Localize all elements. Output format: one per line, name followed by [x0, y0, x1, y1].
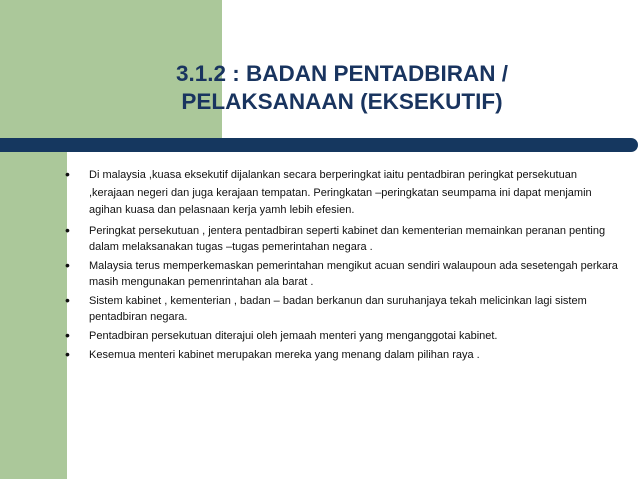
bullet-item: • Pentadbiran persekutuan diterajui oleh jemaah menteri yang menganggotai kabinet. — [60, 328, 620, 344]
bullet-item: • Malaysia terus memperkemaskan pemerintahan mengikut acuan sendiri walaupoun ada sesetengah perkara masih mengunakan pemenrintahan ala barat . — [60, 258, 620, 290]
bullet-item: • Di malaysia ,kuasa eksekutif dijalankan secara berperingkat iaitu pentadbiran peringkat persekutuan ,kerajaan negeri dan juga kerajaan tempatan. Peringkatan –peringkatan seumpama ini dapat menjamin agihan kuasa dan pelasnaan kerja yamh lebih efesien. — [60, 167, 620, 220]
bullet-list — [60, 167, 620, 363]
bullet-item: • Sistem kabinet , kementerian , badan – badan berkanun dan suruhanjaya tekah melicinkan lagi sistem pentadbiran negara. — [60, 293, 620, 325]
left-decor-strip — [0, 0, 67, 479]
bullet-item: • Peringkat persekutuan , jentera pentadbiran seperti kabinet dan kementerian memainkan peranan penting dalam melaksanakan tugas –tugas pemerintahan negara . — [60, 223, 620, 255]
title-divider-bar — [0, 138, 638, 152]
slide-title-line-2: PELAKSANAAN (EKSEKUTIF) — [181, 89, 503, 114]
slide-title — [92, 60, 592, 116]
bullet-item: • Kesemua menteri kabinet merupakan mereka yang menang dalam pilihan raya . — [60, 347, 620, 363]
slide-title-line-1: 3.1.2 : BADAN PENTADBIRAN / — [175, 61, 509, 86]
